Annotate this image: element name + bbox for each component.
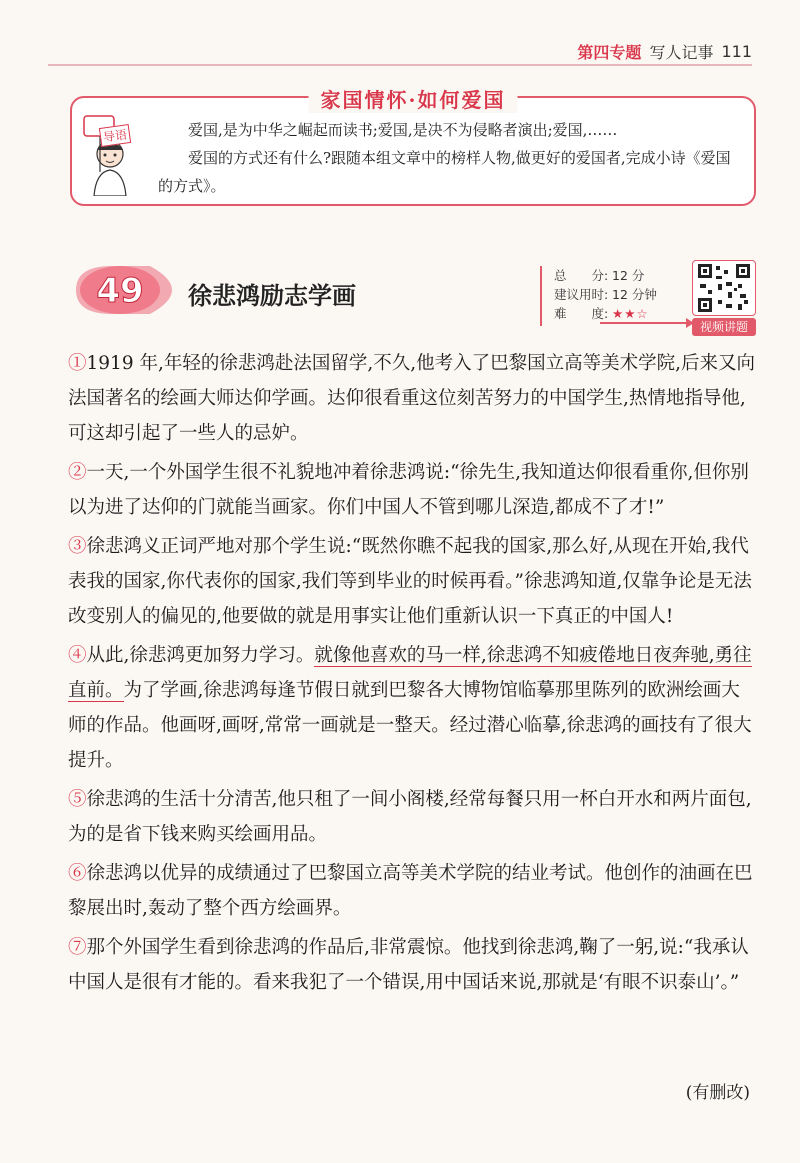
paragraph-number: ④ (68, 645, 87, 666)
paragraph-text: 徐悲鸿以优异的成绩通过了巴黎国立高等美术学院的结业考试。他创作的油画在巴黎展出时,轰动了整个西方绘画界。 (68, 863, 753, 919)
guide-title: 家国情怀·如何爱国 (309, 84, 518, 113)
paragraph-text: 徐悲鸿义正词严地对那个学生说:“既然你瞧不起我的国家,那么好,从现在开始,我代表我的国家,你代表你的国家,我们等到毕业的时候再看。”徐悲鸿知道,仅靠争论是无法改变别人的偏见的,他要做的就是用事实让他们重新认识一下真正的中国人! (68, 536, 752, 627)
guide-tag: 导语 (99, 124, 131, 147)
video-explain-label[interactable]: 视频讲题 (692, 318, 756, 336)
paragraph-number: ⑥ (68, 863, 87, 884)
paragraph-number: ⑦ (68, 937, 87, 958)
paragraph-2 (68, 455, 758, 525)
page-number: 111 (721, 42, 752, 61)
underlined-sentence: 就像他喜欢的马一样,徐悲鸿不知疲倦地日夜奔驰,勇往直前。 (68, 645, 752, 701)
paragraph-text: 一天,一个外国学生很不礼貌地冲着徐悲鸿说:“徐先生,我知道达仰很看重你,但你别以为进了达仰的门就能当画家。你们中国人不管到哪儿深造,都成不了才!” (68, 462, 749, 518)
paragraph-4 (68, 638, 758, 778)
lesson-title: 徐悲鸿励志学画 (188, 282, 356, 310)
paragraph-number: ⑤ (68, 789, 87, 810)
paragraph-5 (68, 782, 758, 852)
arrow-icon (600, 322, 688, 324)
info-time-label: 建议用时: (554, 287, 609, 302)
lesson-info (540, 266, 692, 326)
paragraph-7 (68, 930, 758, 1000)
page-header (577, 40, 752, 63)
teacher-illustration-icon (80, 110, 142, 196)
info-total-value: 12 分 (612, 268, 645, 283)
guide-text (158, 116, 734, 200)
lesson-number-badge (72, 262, 174, 318)
guide-line-2: 爱国的方式还有什么?跟随本组文章中的榜样人物,做更好的爱国者,完成小诗《爱国的方式》。 (158, 149, 731, 195)
paragraph-number: ① (68, 353, 87, 374)
difficulty-stars: ★★☆ (612, 306, 649, 321)
source-note: (有删改) (685, 1083, 750, 1103)
info-time (542, 285, 692, 304)
guide-box (70, 88, 756, 206)
paragraph-text: 从此,徐悲鸿更加努力学习。 (86, 645, 315, 666)
lesson-number: 49 (96, 271, 144, 311)
info-difficulty (542, 304, 692, 323)
article-body (68, 346, 758, 1004)
info-total (542, 266, 692, 285)
guide-line-1: 爱国,是为中华之崛起而读书;爱国,是决不为侵略者演出;爱国,…… (188, 121, 618, 139)
info-difficulty-label: 难 度: (554, 306, 609, 321)
info-total-label: 总 分: (554, 268, 609, 283)
paragraph-text: 徐悲鸿的生活十分清苦,他只租了一间小阁楼,经常每餐只用一杯白开水和两片面包,为的是省下钱来购买绘画用品。 (68, 789, 752, 845)
paragraph-text: 为了学画,徐悲鸿每逢节假日就到巴黎各大博物馆临摹那里陈列的欧洲绘画大师的作品。他画呀,画呀,常常一画就是一整天。经过潜心临摹,徐悲鸿的画技有了很大提升。 (68, 680, 752, 771)
chapter-label: 第四专题 (577, 43, 642, 62)
section-label: 写人记事 (649, 43, 714, 62)
paragraph-text: 那个外国学生看到徐悲鸿的作品后,非常震惊。他找到徐悲鸿,鞠了一躬,说:“我承认中国人是很有才能的。看来我犯了一个错误,用中国话来说,那就是‘有眼不识泰山’。” (68, 937, 749, 993)
paragraph-6 (68, 856, 758, 926)
info-time-value: 12 分钟 (612, 287, 657, 302)
paragraph-number: ③ (68, 536, 87, 557)
paragraph-text: 1919 年,年轻的徐悲鸿赴法国留学,不久,他考入了巴黎国立高等美术学院,后来又向法国著名的绘画大师达仰学画。达仰很看重这位刻苦努力的中国学生,热情地指导他,可这却引起了一些人的忌妒。 (68, 353, 756, 444)
header-divider (48, 64, 752, 66)
paragraph-3 (68, 529, 758, 634)
qr-code-icon[interactable] (692, 260, 756, 316)
paragraph-1 (68, 346, 758, 451)
paragraph-number: ② (68, 462, 87, 483)
